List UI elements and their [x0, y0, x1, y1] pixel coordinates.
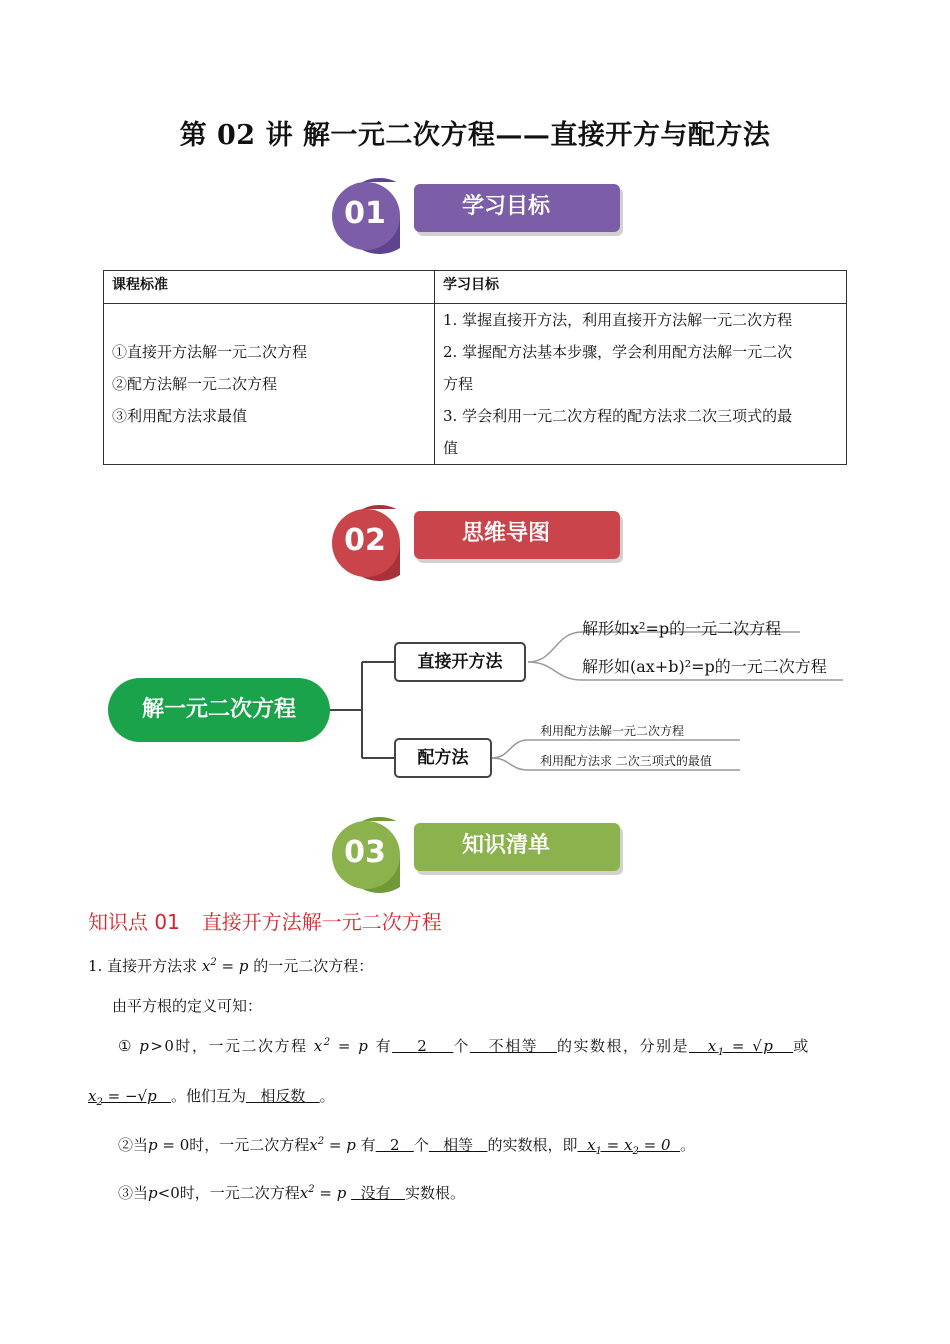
answer-roots: $x_1 = x_2 = 0$ — [587, 1136, 671, 1157]
standard-item: ③利用配方法求最值 — [112, 407, 248, 425]
case-text: 。他们互为 — [170, 1087, 246, 1105]
section-label-bar — [414, 511, 620, 559]
condition: p — [148, 1136, 158, 1154]
case-2: ②当p = 0时，一元二次方程$x^2 = p$ 有 2 个 相等 的实数根，即 $x_1 = x_2 = 0$ 。 — [118, 1136, 696, 1157]
case-text: 的实数根，分别是 — [556, 1037, 689, 1055]
case-1-continued — [88, 1085, 335, 1108]
answer-kind: 相等 — [443, 1136, 474, 1154]
mind-map-leaf: 利用配方法解一元二次方程 — [540, 724, 685, 738]
mind-map-branch-complete-square: 配方法 — [394, 738, 492, 778]
knowledge-point-title — [88, 906, 442, 935]
answer-kind: 不相等 — [488, 1037, 539, 1055]
section-number: 02 — [344, 523, 386, 558]
case-marker: ③当 — [118, 1184, 149, 1202]
page-title: 第 02 讲 解一元二次方程——直接开方与配方法 — [179, 120, 771, 151]
item-1 — [88, 955, 373, 976]
item-1-text: 1. 直接开方法求 — [88, 957, 198, 975]
mind-map — [100, 600, 860, 800]
condition: p — [139, 1037, 151, 1055]
standard-item: ②配方法解一元二次方程 — [112, 375, 278, 393]
answer-count: 2 — [389, 1136, 400, 1154]
case-text: 时，一元二次方程 — [175, 1037, 308, 1055]
case-text: 时，一元二次方程 — [179, 1184, 300, 1202]
equation: $x^2 = p$ — [313, 1037, 370, 1055]
section-label-bar — [414, 184, 620, 232]
case-text: 个 — [413, 1136, 429, 1154]
case-text: 有 — [360, 1136, 376, 1154]
mind-map-branch-direct: 直接开方法 — [394, 642, 526, 682]
case-text: 的实数根，即 — [487, 1136, 578, 1154]
section-label-bar — [414, 823, 620, 871]
table-header-objectives: 学习目标 — [435, 271, 847, 304]
objective-line: 3. 学会利用一元二次方程的配方法求二次三项式的最 — [443, 407, 793, 425]
answer-relation: 相反数 — [260, 1087, 306, 1105]
table-header-standards: 课程标准 — [104, 271, 435, 304]
standard-item: ①直接开方法解一元二次方程 — [112, 343, 308, 361]
equation: $x^2 = p$ — [309, 1136, 356, 1154]
objective-line: 方程 — [443, 375, 474, 393]
case-text: 。 — [319, 1087, 335, 1105]
answer-count: 2 — [417, 1037, 429, 1055]
equation: $x^2 = p$ — [299, 1184, 347, 1202]
section-badge-mindmap — [322, 503, 632, 583]
item-1-tail: 的一元二次方程： — [253, 957, 374, 975]
mind-map-leaf: 解形如x²=p的一元二次方程 — [582, 619, 782, 638]
objectives-cell — [435, 304, 847, 465]
knowledge-point-number: 知识点 01 — [88, 910, 180, 934]
answer-none: 没有 — [360, 1184, 391, 1202]
mind-map-root: 解一元二次方程 — [108, 678, 330, 742]
case-marker: ① — [118, 1037, 140, 1055]
case-text: 有 — [375, 1037, 393, 1055]
section-badge-knowledge — [322, 815, 632, 895]
section-label: 知识清单 — [462, 833, 551, 858]
intro-text: 由平方根的定义可知： — [112, 997, 263, 1015]
section-label: 思维导图 — [462, 521, 551, 546]
case-text: 。 — [680, 1136, 696, 1154]
section-number: 01 — [344, 196, 386, 231]
section-number: 03 — [344, 835, 386, 870]
case-1: ① p>0时，一元二次方程 $x^2 = p$ 有 2 个 不相等 的实数根，分别是 $x_1 = √p$ 或 — [118, 1037, 810, 1058]
answer-root-2: $x_2 = -√p$ — [88, 1087, 171, 1108]
goals-table — [103, 270, 847, 465]
case-text: 或 — [793, 1037, 810, 1055]
condition: p — [148, 1184, 158, 1202]
objective-line: 值 — [443, 439, 459, 457]
mind-map-leaf: 利用配方法求 二次三项式的最值 — [540, 754, 712, 768]
equation: $x^2 = p$ — [201, 957, 249, 975]
standards-cell — [104, 304, 435, 465]
case-3: ③当p<0时，一元二次方程$x^2 = p$ 没有 实数根。 — [118, 1184, 465, 1202]
case-text: 个 — [453, 1037, 470, 1055]
case-text: 时，一元二次方程 — [189, 1136, 310, 1154]
objective-line: 1. 掌握直接开方法，利用直接开方法解一元二次方程 — [443, 311, 793, 329]
section-badge-goals — [322, 176, 632, 256]
objective-line: 2. 掌握配方法基本步骤，学会利用配方法解一元二次 — [443, 343, 793, 361]
mind-map-leaf: 解形如(ax+b)²=p的一元二次方程 — [582, 657, 827, 676]
knowledge-point-name: 直接开方法解一元二次方程 — [201, 910, 442, 934]
section-label: 学习目标 — [462, 194, 551, 219]
answer-root-1: $x_1 = √p$ — [707, 1037, 775, 1058]
case-marker: ②当 — [118, 1136, 149, 1154]
case-text: 实数根。 — [404, 1184, 465, 1202]
